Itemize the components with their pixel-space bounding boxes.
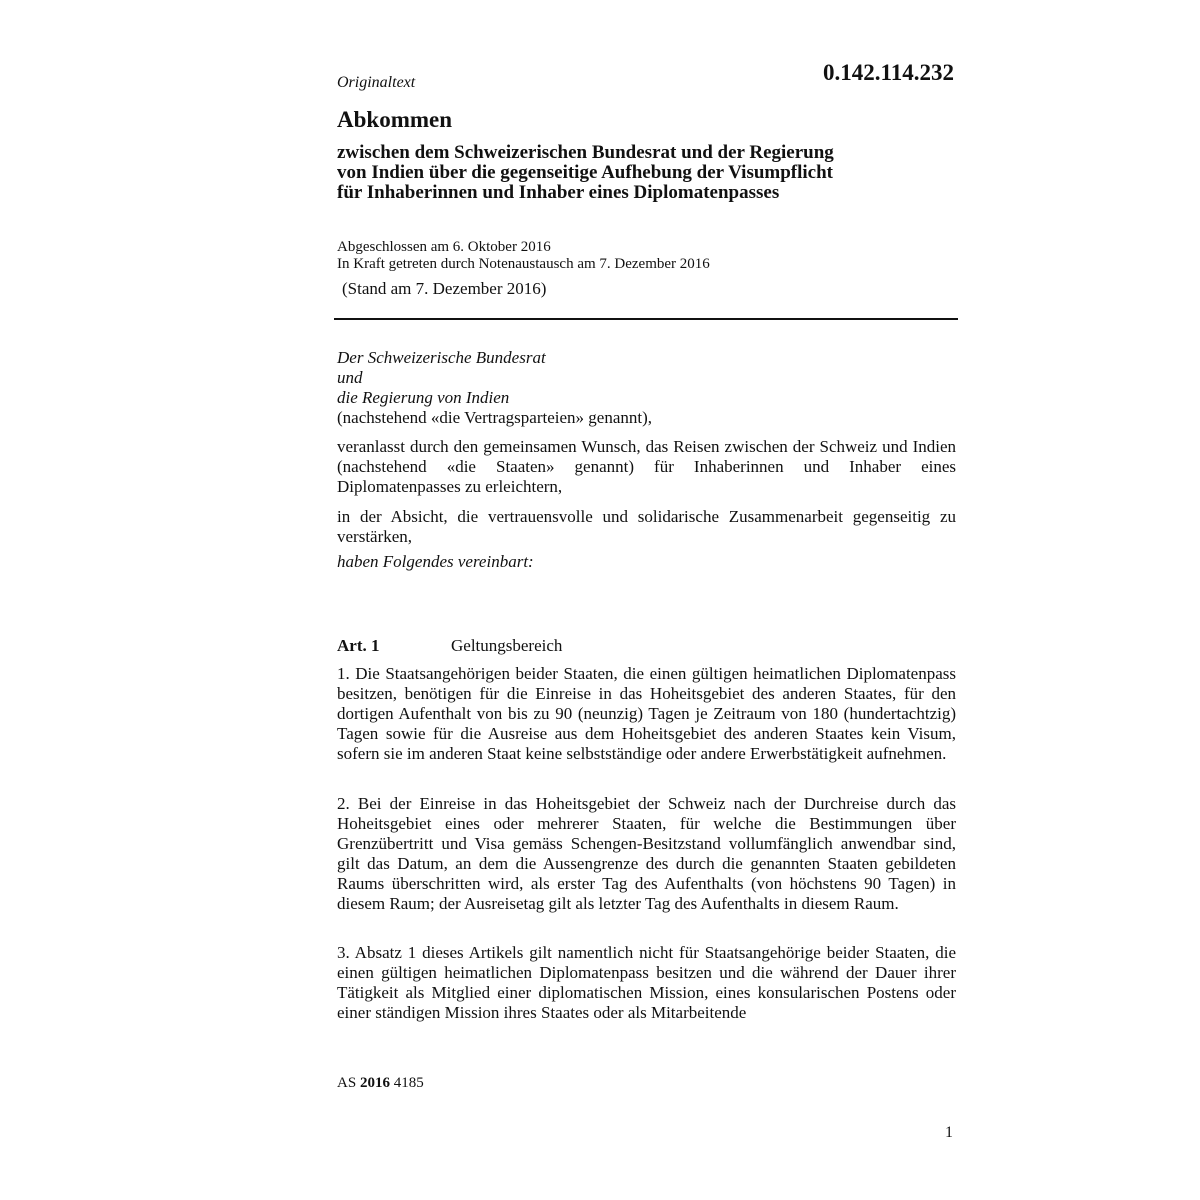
party-conjunction: und — [337, 368, 363, 387]
agreed-clause: haben Folgendes vereinbart: — [337, 552, 534, 571]
document-title: Abkommen — [337, 107, 453, 132]
article-heading — [337, 636, 562, 656]
as-page: 4185 — [393, 1075, 424, 1091]
official-compilation-reference — [337, 1075, 424, 1092]
article-paragraph: 3. Absatz 1 dieses Artikels gilt namentlich nicht für Staatsangehörige beider Staaten, die einen gültigen heimatlichen Diplomatenpass besitzen und die während der Dauer ihrer Tätigkeit als Mitglied einer diplomatischen Mission, eines konsularischen Postens oder einer ständigen Mission ihres Staates oder als Mitarbeitende — [337, 943, 956, 1022]
article-paragraph: 1. Die Staatsangehörigen beider Staaten, die einen gültigen heimatlichen Diplomatenpass besitzen, benötigen für die Einreise in das Hoheitsgebiet des anderen Staates, für den dortigen Aufenthalt von bis zu 90 (neunzig) Tagen je Zeitraum von 180 (hundertachtzig) Tagen sowie für die Ausreise aus dem Hoheitsgebiet des anderen Staates kein Visum, sofern sie im anderen Staat keine selbstständige oder andere Erwerbstätigkeit aufnehmen. — [337, 664, 956, 763]
article-number: Art. 1 — [337, 636, 380, 655]
concluded-date: Abgeschlossen am 6. Oktober 2016 — [337, 239, 551, 255]
in-force-date: In Kraft getreten durch Notenaustausch am 7. Dezember 2016 — [337, 256, 710, 272]
document-meta — [337, 239, 710, 273]
article-title: Geltungsbereich — [451, 636, 563, 655]
status-date: (Stand am 7. Dezember 2016) — [342, 279, 547, 298]
contracting-parties — [337, 348, 956, 428]
subtitle-line: von Indien über die gegenseitige Aufhebung der Visumpflicht — [337, 162, 834, 183]
preamble-paragraph: veranlasst durch den gemeinsamen Wunsch, das Reisen zwischen der Schweiz und Indien (nachstehend «die Staaten» genannt) für Inhaberinnen und Inhaber eines Diplomatenpasses zu erleichtern, — [337, 437, 956, 496]
header-divider — [334, 318, 958, 320]
parties-definition: (nachstehend «die Vertragsparteien» genannt), — [337, 408, 653, 427]
document-subtitle — [337, 143, 977, 203]
party-switzerland: Der Schweizerische Bundesrat — [337, 348, 546, 367]
article-paragraph: 2. Bei der Einreise in das Hoheitsgebiet der Schweiz nach der Durchreise durch das Hoheitsgebiet eines oder mehrerer Staaten, für welche die Bestimmungen über Grenzübertritt und Visa gemäss Schengen-Besitzstand vollumfänglich anwendbar sind, gilt das Datum, an dem die Aussengrenze des durch die genannten Staaten gebildeten Raums überschritten wird, als erster Tag des Aufenthalts (von höchstens 90 Tagen) in diesem Raum; der Ausreisetag gilt als letzter Tag des Aufenthalts in diesem Raum. — [337, 794, 956, 913]
subtitle-line: für Inhaberinnen und Inhaber eines Diplomatenpasses — [337, 182, 780, 203]
as-year: 2016 — [359, 1075, 390, 1091]
page-number: 1 — [945, 1124, 953, 1141]
sr-number: 0.142.114.232 — [823, 60, 954, 85]
preamble-paragraph: in der Absicht, die vertrauensvolle und solidarische Zusammenarbeit gegenseitig zu verstärken, — [337, 507, 956, 546]
original-text-label: Originaltext — [337, 74, 416, 91]
subtitle-line: zwischen dem Schweizerischen Bundesrat und der Regierung — [337, 142, 834, 163]
as-prefix: AS — [337, 1075, 357, 1091]
party-india: die Regierung von Indien — [337, 388, 510, 407]
